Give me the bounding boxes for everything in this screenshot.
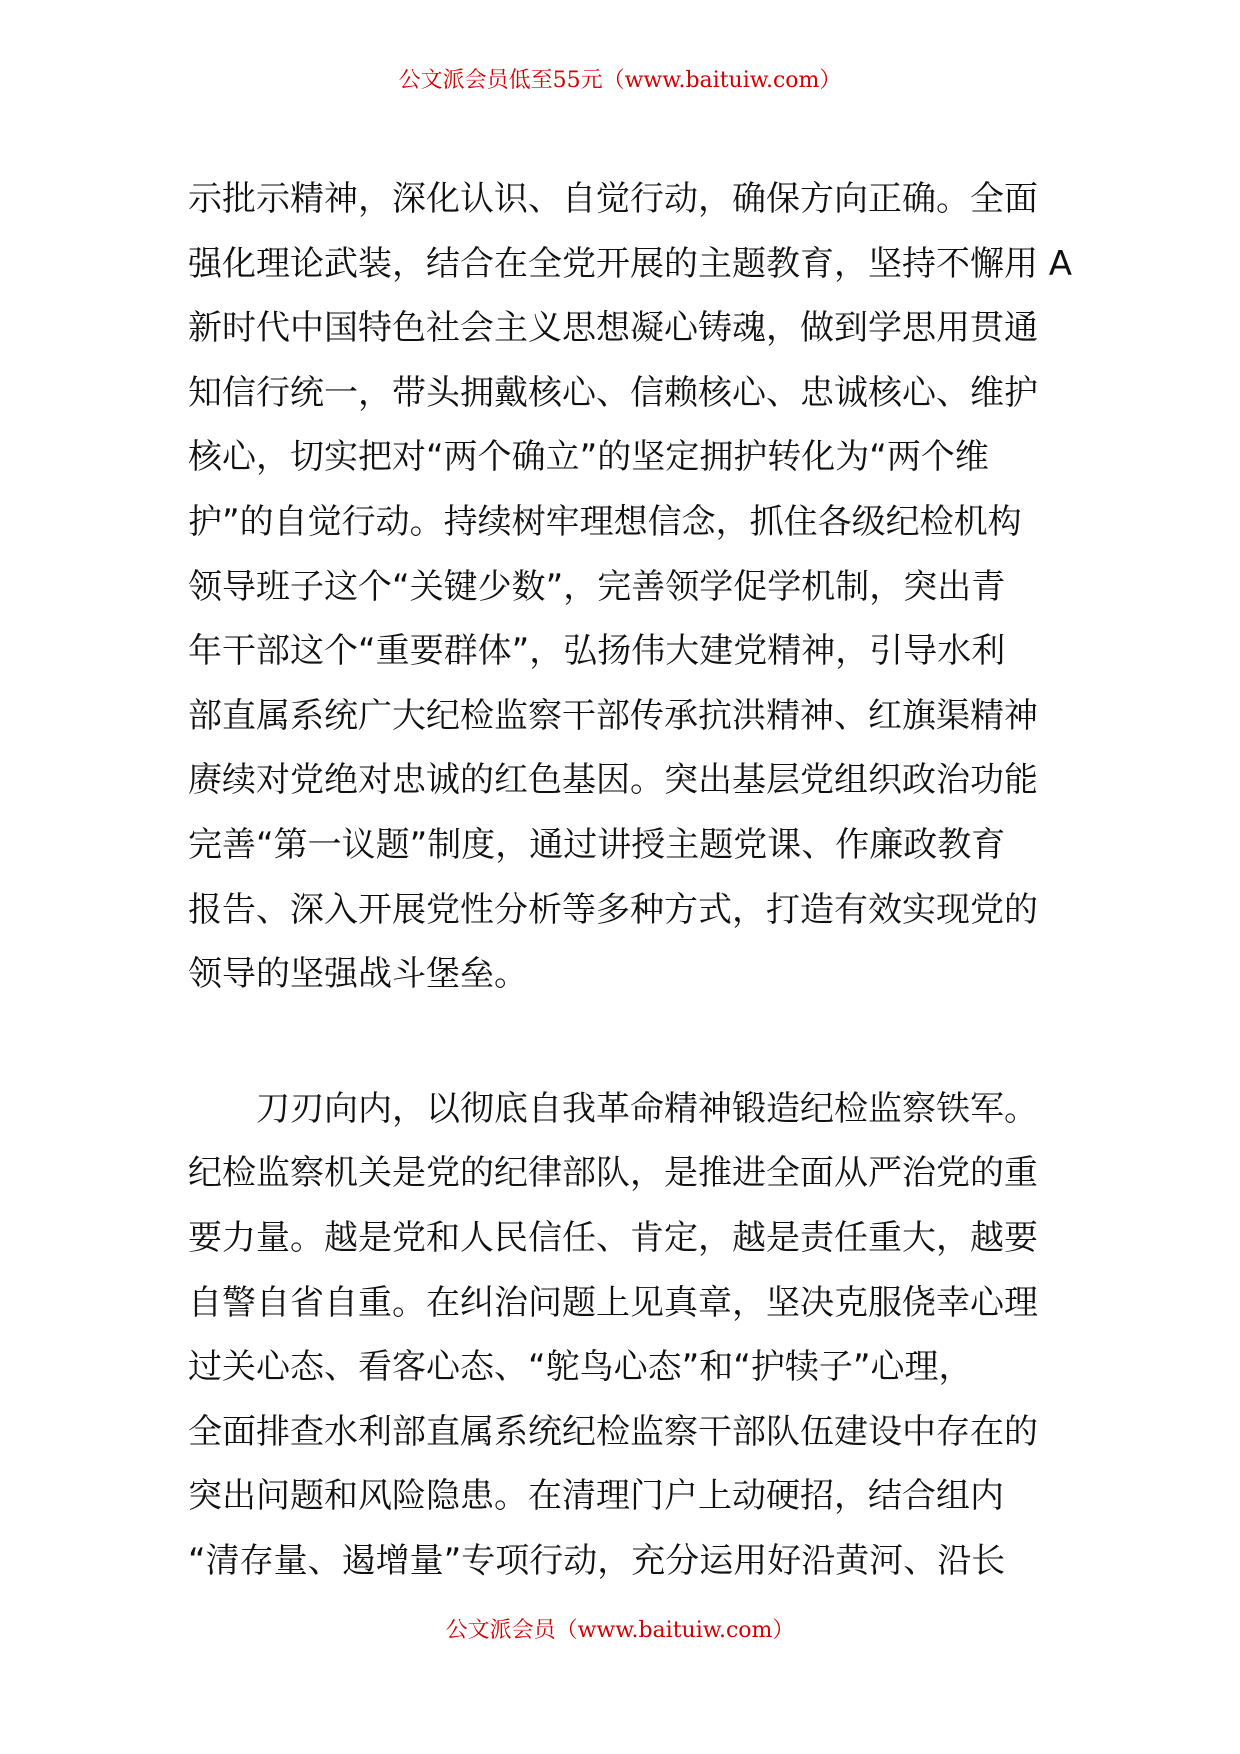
- text-line: 全面排查水利部直属系统纪检监察干部队伍建设中存在的: [188, 1411, 1038, 1452]
- text-line: 自警自省自重。在纠治问题上见真章，坚决克服侥幸心理: [188, 1282, 1038, 1323]
- text-line: 完善“第一议题”制度，通过讲授主题党课、作廉政教育: [188, 824, 1006, 865]
- text-line: 护”的自觉行动。持续树牢理想信念，抓住各级纪检机构: [188, 501, 1022, 542]
- text-line: 新时代中国特色社会主义思想凝心铸魂，做到学思用贯通: [188, 308, 1038, 349]
- text-line: 示批示精神，深化认识、自觉行动，确保方向正确。全面: [188, 179, 1038, 219]
- text-line: 过关心态、看客心态、“鸵鸟心态”和“护犊子”心理，: [188, 1347, 973, 1388]
- text-line: 刀刃向内，以彻底自我革命精神锻造纪检监察铁军。: [256, 1088, 1038, 1129]
- page-footer-watermark: 公文派会员（www.baituiw.com）: [445, 1618, 795, 1643]
- text-line: 领导班子这个“关键少数”，完善领学促学机制，突出青: [188, 566, 1006, 607]
- text-line: 知信行统一，带头拥戴核心、信赖核心、忠诚核心、维护: [188, 372, 1038, 413]
- text-line: 部直属系统广大纪检监察干部传承抗洪精神、红旗渠精神: [188, 695, 1038, 736]
- text-line: 要力量。越是党和人民信任、肯定，越是责任重大，越要: [188, 1217, 1038, 1258]
- paragraph-2: [188, 1077, 1058, 1594]
- text-line: 领导的坚强战斗堡垒。: [188, 954, 528, 995]
- text-line: 赓续对党绝对忠诚的红色基因。突出基层党组织政治功能: [188, 760, 1038, 801]
- text-line: 核心，切实把对“两个确立”的坚定拥护转化为“两个维: [188, 437, 989, 478]
- text-line: 纪检监察机关是党的纪律部队，是推进全面从严治党的重: [188, 1153, 1038, 1194]
- text-line: “清存量、遏增量”专项行动，充分运用好沿黄河、沿长: [188, 1540, 1006, 1581]
- text-line: 报告、深入开展党性分析等多种方式，打造有效实现党的: [188, 889, 1038, 930]
- paragraph-1: [188, 167, 1073, 1007]
- page-header-watermark: 公文派会员低至55元（www.baituiw.com）: [398, 68, 842, 93]
- text-line: 强化理论武装，结合在全党开展的主题教育，坚持不懈用 A: [188, 243, 1073, 284]
- paragraph-spacer: [188, 1007, 1058, 1077]
- text-line: 年干部这个“重要群体”，弘扬伟大建党精神，引导水利: [188, 631, 1006, 672]
- text-line: 突出问题和风险隐患。在清理门户上动硬招，结合组内: [188, 1476, 1004, 1517]
- document-body: [188, 167, 1073, 1593]
